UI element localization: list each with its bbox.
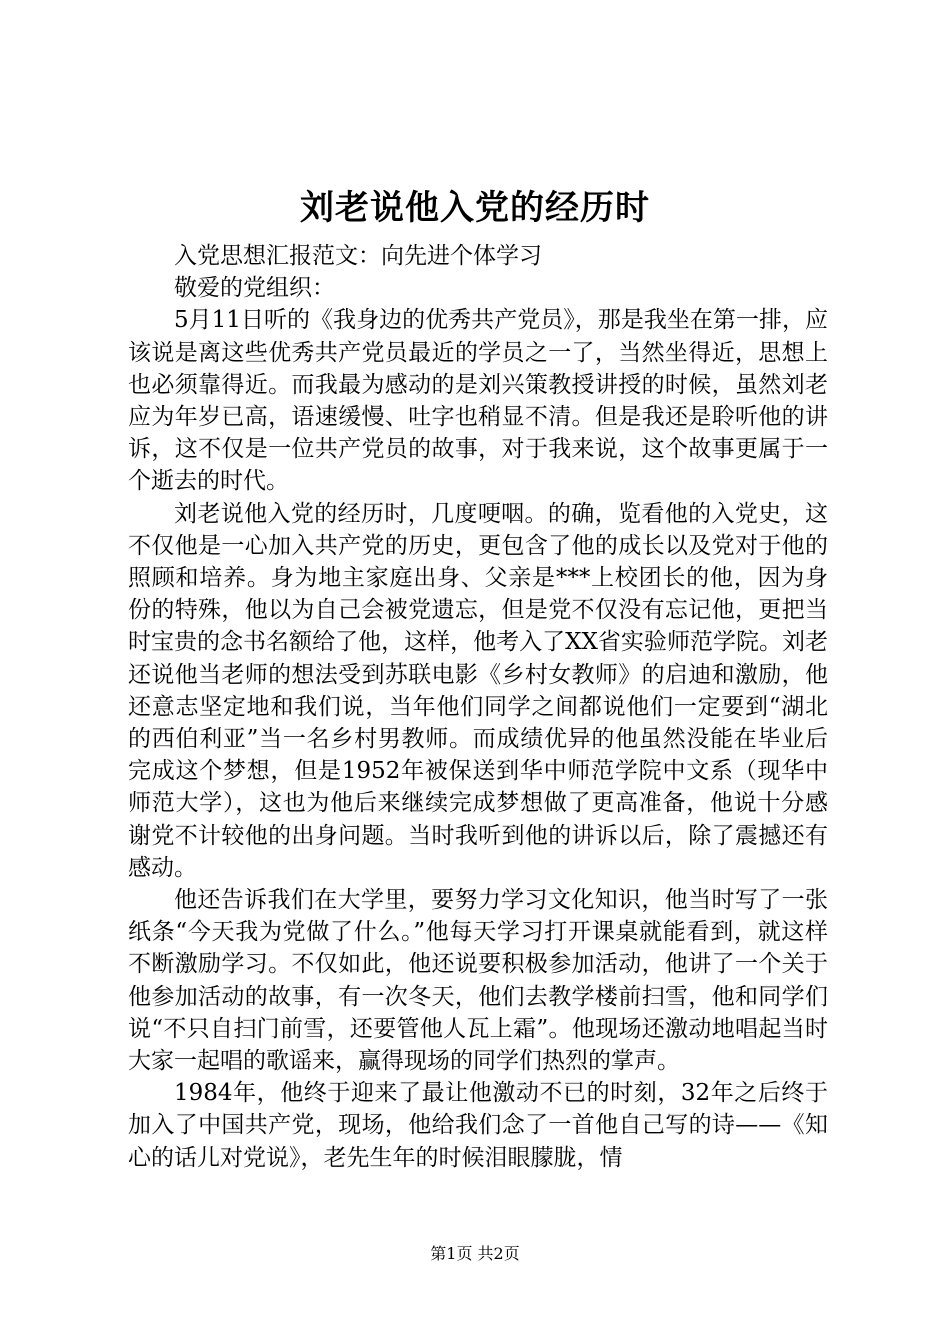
paragraph-salutation: 敬爱的党组织： (174, 275, 335, 302)
document-title: 刘老说他入党的经历时 (300, 188, 650, 228)
page-number-footer: 第1页 共2页 (430, 1244, 520, 1263)
paragraph: 他还告诉我们在大学里，要努力学习文化知识，他当时写了一张纸条“今天我为党做了什么。”他每天学习打开课桌就能看到，就这样不断激励学习。不仅如此，他还说要积极参加活动，他讲了一个关于他参加活动的故事，有一次冬天，他们去教学楼前扫雪，他和同学们说“不只自扫门前雪，还要管他人瓦上霜”。他现场还激动地唱起当时大家一起唱的歌谣来，赢得现场的同学们热烈的掌声。 (128, 887, 828, 1075)
paragraph: 刘老说他入党的经历时，几度哽咽。的确，览看他的入党史，这不仅他是一心加入共产党的历史，更包含了他的成长以及党对于他的照顾和培养。身为地主家庭出身、父亲是***上校团长的他，因为身份的特殊，他以为自己会被党遗忘，但是党不仅没有忘记他，更把当时宝贵的念书名额给了他，这样，他考入了XX省实验师范学院。刘老还说他当老师的想法受到苏联电影《乡村女教师》的启迪和激励，他还意志坚定地和我们说，当年他们同学之间都说他们一定要到“湖北的西伯利亚”当一名乡村男教师。而成绩优异的他虽然没能在毕业后完成这个梦想，但是1952年被保送到华中师范学院中文系（现华中师范大学），这也为他后来继续完成梦想做了更高准备，他说十分感谢党不计较他的出身问题。当时我听到他的讲诉以后，除了震撼还有感动。 (128, 500, 828, 881)
document-body (128, 240, 828, 1174)
paragraph: 1984年，他终于迎来了最让他激动不已的时刻，32年之后终于加入了中国共产党，现场，他给我们念了一首他自己写的诗——《知心的话儿对党说》，老先生年的时候泪眼朦胧，情 (128, 1080, 828, 1171)
paragraph: 5月11日听的《我身边的优秀共产党员》，那是我坐在第一排，应该说是离这些优秀共产党员最近的学员之一了，当然坐得近，思想上也必须靠得近。而我最为感动的是刘兴策教授讲授的时候，虽然刘老应为年岁已高，语速缓慢、吐字也稍显不清。但是我还是聆听他的讲诉，这不仅是一位共产党员的故事，对于我来说，这个故事更属于一个逝去的时代。 (128, 307, 828, 495)
paragraph-subtitle: 入党思想汇报范文：向先进个体学习 (174, 243, 542, 269)
